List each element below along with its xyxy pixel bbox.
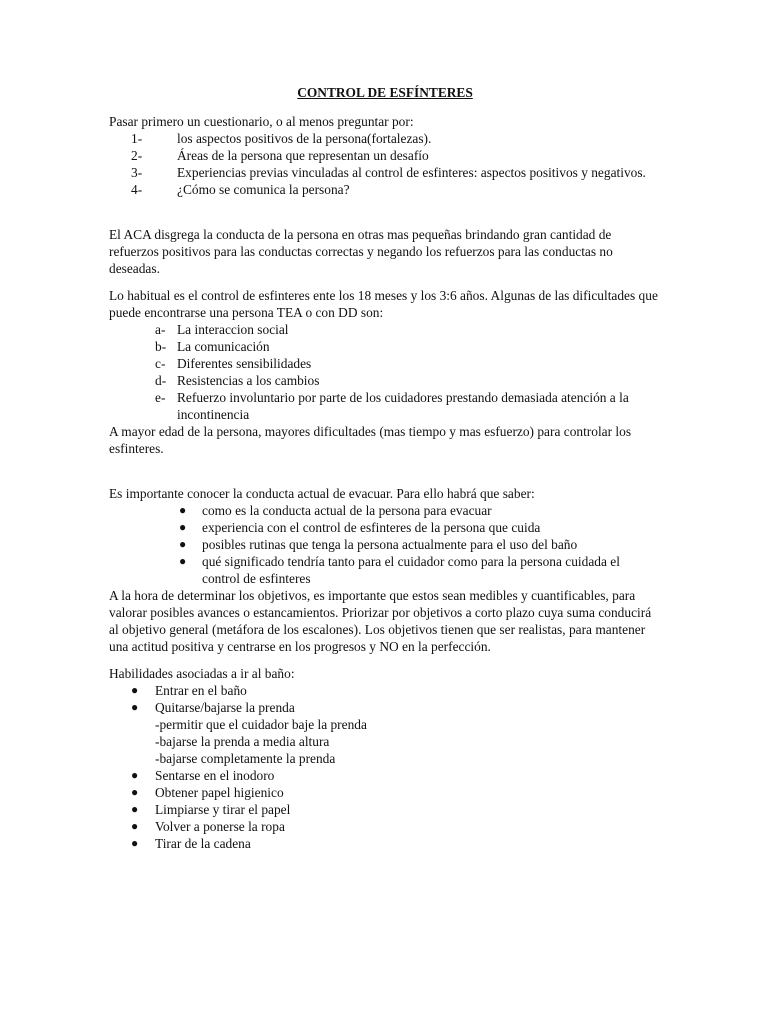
list-item: c- Diferentes sensibilidades <box>155 356 312 371</box>
bullet-icon: ● <box>131 785 139 799</box>
bullet-icon: ● <box>131 819 139 833</box>
bullet-icon: ● <box>179 554 187 568</box>
list-item: ● posibles rutinas que tenga la persona actualmente para el uso del baño <box>179 537 578 552</box>
list-item: 1- los aspectos positivos de la persona(fortalezas). <box>131 131 432 146</box>
skills-heading: Habilidades asociadas a ir al baño: <box>109 666 295 681</box>
list-item: 3- Experiencias previas vinculadas al control de esfinteres: aspectos positivos y negativos. <box>131 165 646 180</box>
sub-item: -bajarse la prenda a media altura <box>155 734 330 749</box>
aca-paragraph: El ACA disgrega la conducta de la persona en otras mas pequeñas brindando gran cantidad de refuerzos positivos para las conductas correctas y negando los refuerzos para las conductas no deseadas. <box>109 227 613 276</box>
list-item: ● como es la conducta actual de la persona para evacuar <box>179 503 492 518</box>
bullet-icon: ● <box>131 700 139 714</box>
know-list <box>109 502 661 587</box>
list-item: e- Refuerzo involuntario por parte de los cuidadores prestando demasiada atención a la incontinencia <box>155 390 629 422</box>
bullet-icon: ● <box>179 520 187 534</box>
questionnaire-list <box>109 130 661 198</box>
list-item: a- La interaccion social <box>155 322 289 337</box>
importante-paragraph: Es importante conocer la conducta actual de evacuar. Para ello habrá que saber: <box>109 486 535 501</box>
bullet-icon: ● <box>131 683 139 697</box>
list-item: ● Quitarse/bajarse la prenda -permitir que el cuidador baje la prenda -bajarse la prenda a media altura -bajarse completamente la prenda <box>131 699 661 767</box>
document-title: CONTROL DE ESFÍNTERES <box>297 85 473 100</box>
sub-item: -permitir que el cuidador baje la prenda <box>155 717 367 732</box>
list-item: ● qué significado tendría tanto para el cuidador como para la persona cuidada el control de esfinteres <box>179 554 620 586</box>
bullet-icon: ● <box>131 768 139 782</box>
list-item: 4- ¿Cómo se comunica la persona? <box>131 182 350 197</box>
list-item: ● Limpiarse y tirar el papel <box>131 802 291 817</box>
bullet-icon: ● <box>179 537 187 551</box>
list-item: ● experiencia con el control de esfinteres de la persona que cuida <box>179 520 541 535</box>
habitual-paragraph: Lo habitual es el control de esfinteres ente los 18 meses y los 3:6 años. Algunas de las dificultades que puede encontrarse una persona TEA o con DD son: <box>109 288 658 320</box>
document-body <box>109 84 661 852</box>
difficulties-list <box>109 321 661 423</box>
list-item: ● Volver a ponerse la ropa <box>131 819 285 834</box>
skills-list <box>109 682 661 852</box>
sub-item: -bajarse completamente la prenda <box>155 751 336 766</box>
list-item: 2- Áreas de la persona que representan un desafío <box>131 148 429 163</box>
list-item: d- Resistencias a los cambios <box>155 373 320 388</box>
objetivos-paragraph: A la hora de determinar los objetivos, es importante que estos sean medibles y cuantificables, para valorar posibles avances o estancamientos. Priorizar por objetivos a corto plazo cuya suma conducirá al objetivo general (metáfora de los escalones). Los objetivos tienen que ser realistas, para mantener una actitud positiva y centrarse en los progresos y NO en la perfección. <box>109 588 652 654</box>
bullet-icon: ● <box>179 503 187 517</box>
bullet-icon: ● <box>131 836 139 850</box>
list-item: ● Tirar de la cadena <box>131 836 251 851</box>
list-item: ● Entrar en el baño <box>131 683 247 698</box>
list-item: ● Obtener papel higienico <box>131 785 284 800</box>
bullet-icon: ● <box>131 802 139 816</box>
list-item: b- La comunicación <box>155 339 270 354</box>
list-item: ● Sentarse en el inodoro <box>131 768 275 783</box>
mayor-paragraph: A mayor edad de la persona, mayores dificultades (mas tiempo y mas esfuerzo) para controlar los esfinteres. <box>109 424 632 456</box>
intro-paragraph: Pasar primero un cuestionario, o al menos preguntar por: <box>109 114 414 129</box>
